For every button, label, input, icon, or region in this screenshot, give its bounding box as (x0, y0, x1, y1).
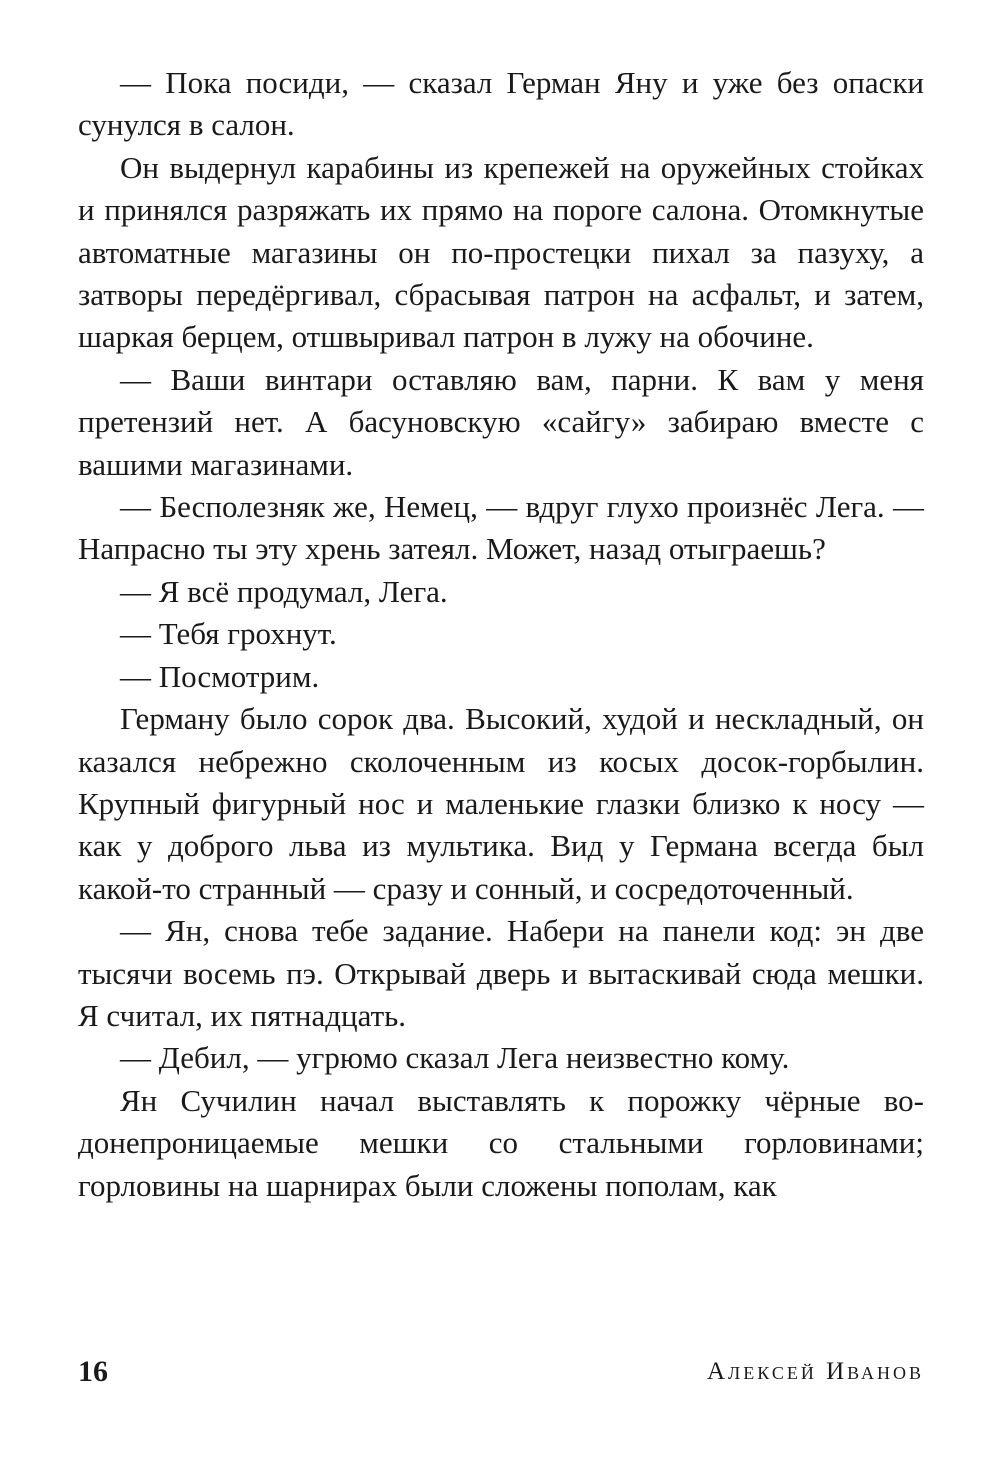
paragraph: — Я всё продумал, Лега. (120, 573, 448, 609)
running-footer (78, 1352, 924, 1392)
paragraph: — Ваши винтари оставляю вам, парни. К вам у меня претензий нет. А басуновскую «сайгу» забираю вместе с вашими магазинами. (78, 361, 924, 482)
paragraph: — Тебя грохнут. (120, 616, 337, 652)
page-number: 16 (78, 1355, 108, 1388)
paragraph: Герману было сорок два. Высокий, худой и нескладный, он казался небрежно сколоченным из косых досок-горбылин. Крупный фигурный нос и маленькие глазки близко к носу — как у доброго льва из мультика. Вид у Германа всегда был какой-то странный — сразу и сонный, и сосредоточенный. (78, 701, 924, 906)
paragraph: — Ян, снова тебе задание. Набери на панели код: эн две тысячи восемь пэ. Открывай дверь и вытаскивай сюда мешки. Я считал, их пятнадцать. (78, 913, 924, 1033)
paragraph: Он выдернул карабины из крепежей на оружейных стойках и принялся разряжать их прямо на пороге салона. Отомкнутые автоматные магазины он по-простецки пихал за пазуху, а затворы передёргивал, сбрасывая патрон на асфальт, и затем, шаркая берцем, отшвыривал патрон в лужу на обочине. (78, 149, 924, 355)
author-name: Алексей Иванов (707, 1358, 924, 1385)
paragraph: — Посмотрим. (120, 658, 320, 694)
body-text (78, 62, 924, 1207)
paragraph: — Пока посиди, — сказал Герман Яну и уже без опаски сунулся в салон. (78, 65, 924, 143)
paragraph: — Дебил, — угрюмо сказал Лега неизвестно кому. (120, 1040, 790, 1076)
paragraph: Ян Сучилин начал выставлять к порожку чёрные водонепроницаемые мешки со стальными горловинами; горловины на шарнирах были сложены пополам, как (78, 1082, 924, 1203)
paragraph: — Бесполезняк же, Немец, — вдруг глухо произнёс Лега. — Напрасно ты эту хрень затеял. Может, назад отыграешь? (78, 489, 924, 567)
